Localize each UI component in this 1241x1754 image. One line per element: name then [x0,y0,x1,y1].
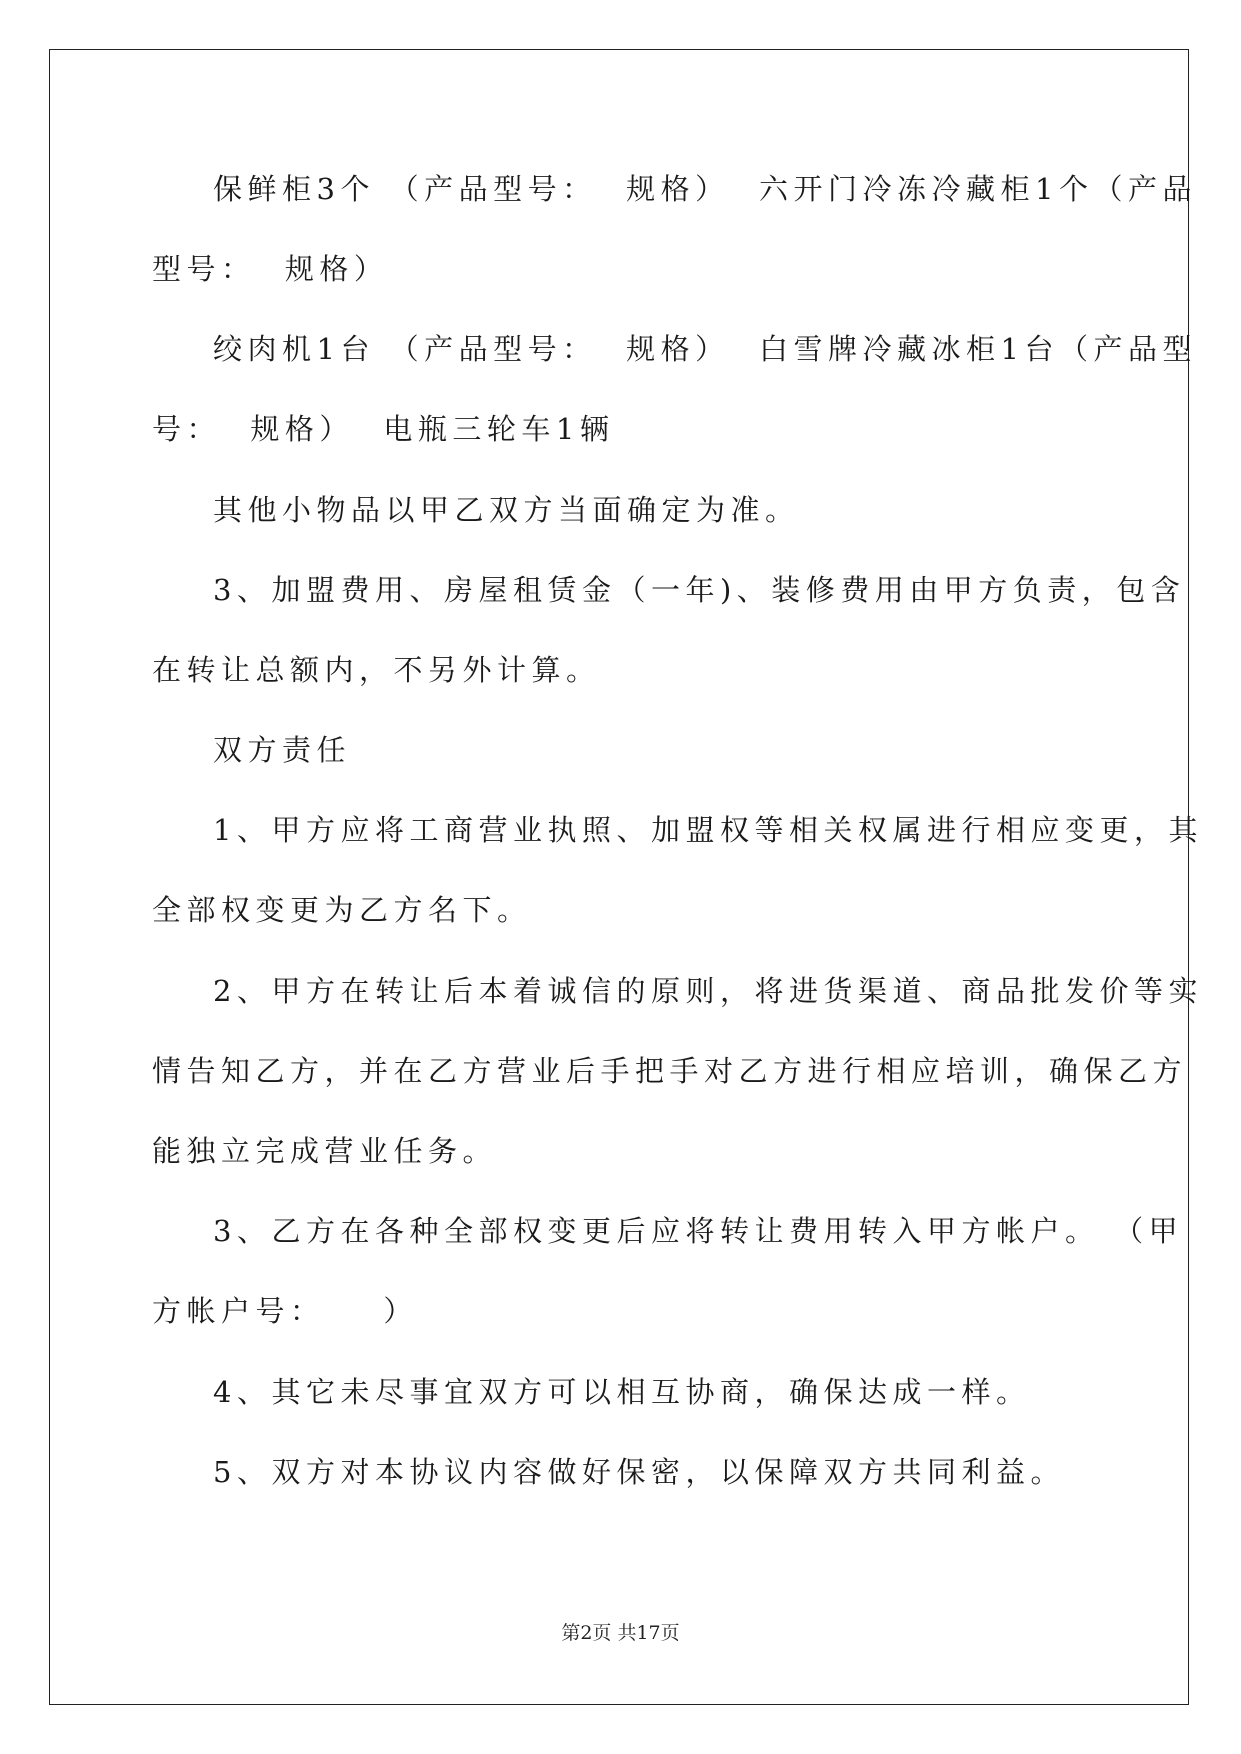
paragraph-2-line-1: 绞肉机1台 （产品型号： 规格） 白雪牌冷藏冰柜1台（产品型 [213,332,1197,366]
page-number-footer: 第2页 共17页 [561,1622,680,1644]
paragraph-8-line-1: 3、乙方在各种全部权变更后应将转让费用转入甲方帐户。 （甲 [213,1214,1184,1248]
paragraph-10-line-1: 5、双方对本协议内容做好保密，以保障双方共同利益。 [213,1455,1065,1489]
paragraph-2-line-2: 号： 规格） 电瓶三轮车1辆 [152,412,615,446]
paragraph-1-line-1: 保鲜柜3个 （产品型号： 规格） 六开门冷冻冷藏柜1个（产品 [213,172,1197,206]
section-heading: 双方责任 [213,733,352,767]
paragraph-7-line-2: 情告知乙方，并在乙方营业后手把手对乙方进行相应培训，确保乙方 [152,1054,1188,1088]
paragraph-8-line-2: 方帐户号： ） [152,1294,418,1328]
paragraph-1-line-2: 型号： 规格） [152,252,389,286]
paragraph-6-line-1: 1、甲方应将工商营业执照、加盟权等相关权属进行相应变更，其 [213,813,1203,847]
paragraph-3-line-1: 其他小物品以甲乙双方当面确定为准。 [213,493,800,527]
paragraph-4-line-1: 3、加盟费用、房屋租赁金（一年)、装修费用由甲方负责，包含 [213,573,1186,607]
paragraph-7-line-3: 能独立完成营业任务。 [152,1134,498,1168]
paragraph-7-line-1: 2、甲方在转让后本着诚信的原则，将进货渠道、商品批发价等实 [213,974,1203,1008]
paragraph-6-line-2: 全部权变更为乙方名下。 [152,893,532,927]
paragraph-9-line-1: 4、其它未尽事宜双方可以相互协商，确保达成一样。 [213,1375,1031,1409]
paragraph-4-line-2: 在转让总额内，不另外计算。 [152,653,601,687]
